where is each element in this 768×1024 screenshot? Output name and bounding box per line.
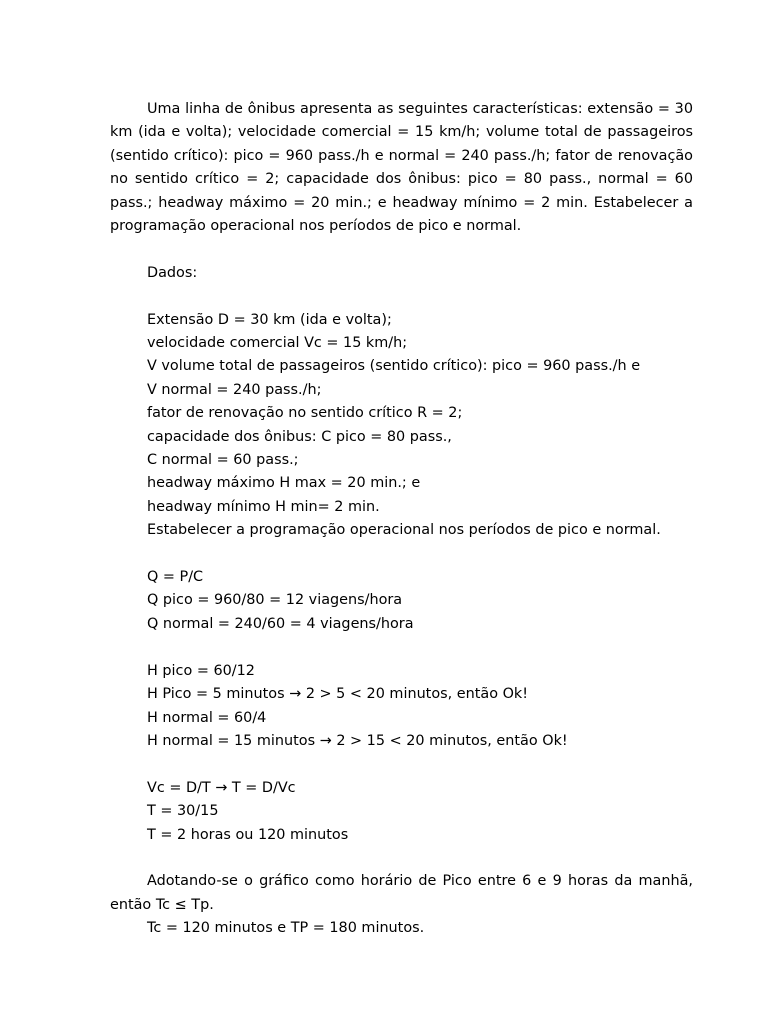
dados-line: headway máximo H max = 20 min.; e [147, 475, 421, 492]
dados-heading: Dados: [147, 264, 198, 281]
peak-hours-paragraph: Adotando-se o gráfico como horário de Pico entre 6 e 9 horas da manhã, então Tc ≤ Tp. [110, 873, 693, 913]
dados-line: Extensão D = 30 km (ida e volta); [147, 311, 392, 328]
dados-line: fator de renovação no sentido crítico R = 2; [147, 405, 463, 422]
dados-line: C normal = 60 pass.; [147, 452, 299, 469]
dados-line: headway mínimo H min= 2 min. [147, 498, 380, 515]
final-result-line: Tc = 120 minutos e TP = 180 minutos. [147, 920, 425, 937]
problem-statement: Uma linha de ônibus apresenta as seguintes características: extensão = 30 km (ida e volta); velocidade comercial = 15 km/h; volume total de passageiros (sentido crítico): pico = 960 pass./h e normal = 240 pass./h; fator de renovação no sentido crítico = 2; capacidade dos ônibus: pico = 80 pass., normal = 60 pass.; headway máximo = 20 min.; e headway mínimo = 2 min. Estabelecer a programação operacional nos períodos de pico e normal. [110, 101, 693, 235]
q-calculation [110, 566, 693, 636]
h-calculation [110, 660, 693, 754]
dados-line: velocidade comercial Vc = 15 km/h; [147, 335, 408, 352]
calc-line: H pico = 60/12 [147, 662, 255, 679]
dados-list [110, 309, 693, 543]
calc-line: Vc = D/T → T = D/Vc [147, 779, 296, 796]
calc-line: Q = P/C [147, 569, 204, 586]
dados-line: V volume total de passageiros (sentido crítico): pico = 960 pass./h e [147, 358, 641, 375]
t-calculation [110, 777, 693, 847]
calc-line: H normal = 60/4 [147, 709, 267, 726]
dados-line: capacidade dos ônibus: C pico = 80 pass., [147, 428, 452, 445]
document-body [110, 98, 693, 941]
dados-line: Estabelecer a programação operacional nos períodos de pico e normal. [147, 522, 661, 539]
calc-line: H Pico = 5 minutos → 2 > 5 < 20 minutos, então Ok! [147, 686, 529, 703]
dados-line: V normal = 240 pass./h; [147, 381, 322, 398]
calc-line: Q pico = 960/80 = 12 viagens/hora [147, 592, 403, 609]
calc-line: Q normal = 240/60 = 4 viagens/hora [147, 615, 414, 632]
calc-line: H normal = 15 minutos → 2 > 15 < 20 minutos, então Ok! [147, 732, 568, 749]
calc-line: T = 30/15 [147, 803, 219, 820]
calc-line: T = 2 horas ou 120 minutos [147, 826, 349, 843]
